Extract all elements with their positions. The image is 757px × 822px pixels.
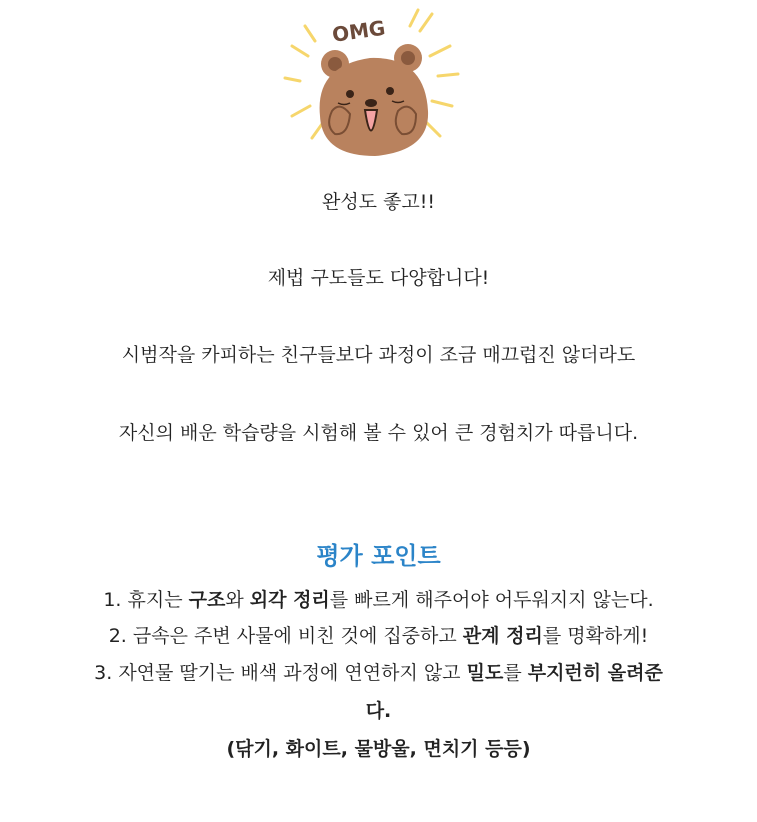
body-line-2: 제법 구도들도 다양합니다! bbox=[267, 267, 490, 289]
evaluation-points-heading: 평가 포인트 bbox=[316, 542, 441, 570]
omg-bear-sticker-icon bbox=[280, 6, 470, 166]
body-line-4: 자신의 배운 학습량을 시험해 볼 수 있어 큰 경험치가 따릅니다. bbox=[118, 422, 639, 444]
point-3: 3. 자연물 딸기는 배색 과정에 연연하지 않고 밀도를 부지런히 올려준 bbox=[94, 662, 663, 684]
body-line-1: 완성도 좋고!! bbox=[321, 191, 436, 213]
point-3-wrap: 다. bbox=[365, 700, 392, 722]
point-4: (닦기, 화이트, 물방울, 면치기 등등) bbox=[226, 738, 531, 760]
body-line-3: 시범작을 카피하는 친구들보다 과정이 조금 매끄럽진 않더라도 bbox=[121, 344, 636, 366]
point-1: 1. 휴지는 구조와 외각 정리를 빠르게 해주어야 어두워지지 않는다. bbox=[103, 589, 654, 611]
svg-text:OMG: OMG bbox=[330, 15, 387, 47]
point-2: 2. 금속은 주변 사물에 비친 것에 집중하고 관계 정리를 명확하게! bbox=[108, 625, 649, 647]
